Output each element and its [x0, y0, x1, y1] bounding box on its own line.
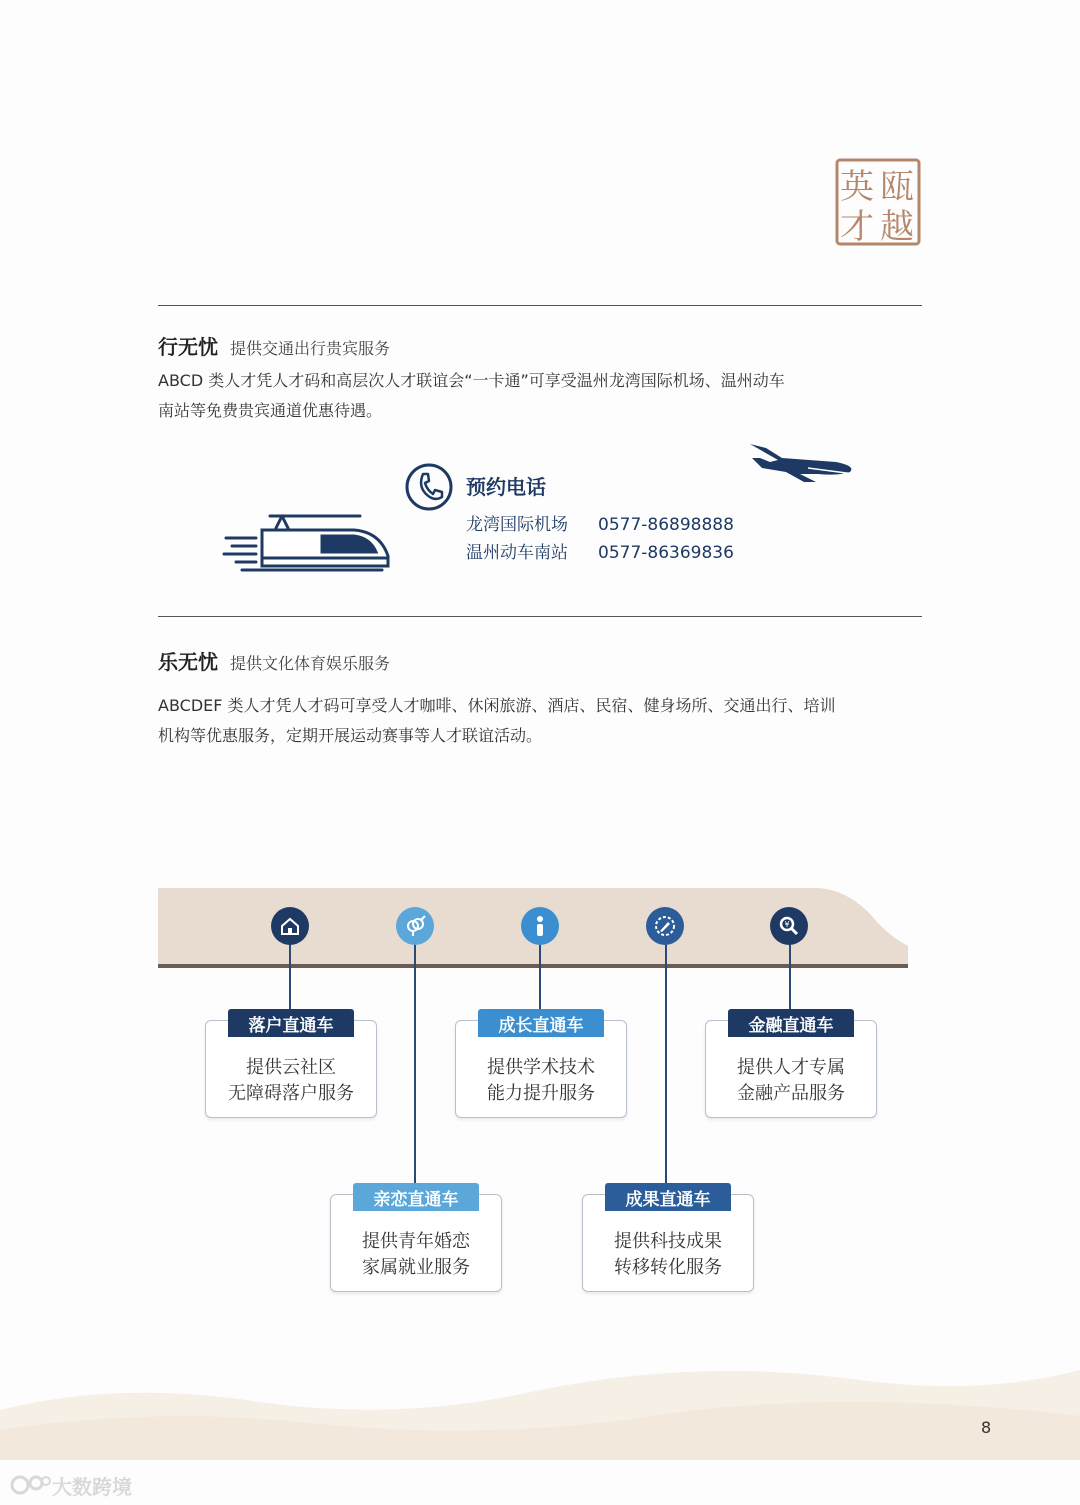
card-description: 提供人才专属 金融产品服务 — [737, 1057, 845, 1104]
decorative-hills — [0, 1350, 1080, 1460]
card-settlement[interactable] — [205, 1015, 377, 1118]
phone-name: 温州动车南站 — [466, 543, 568, 563]
phone-name: 龙湾国际机场 — [466, 515, 568, 535]
phone-title: 预约电话 — [466, 475, 546, 499]
phone-row-airport — [466, 510, 734, 535]
person-icon — [521, 907, 559, 945]
phone-row-station — [466, 538, 734, 563]
section-leisure-header — [158, 646, 390, 675]
pen-icon — [646, 907, 684, 945]
card-growth[interactable] — [455, 1015, 627, 1118]
card-description: 提供学术技术 能力提升服务 — [487, 1057, 595, 1104]
train-icon — [222, 510, 392, 578]
card-achievement[interactable] — [582, 1189, 754, 1292]
airplane-icon — [748, 440, 858, 484]
section-leisure-text: ABCDEF 类人才凭人才码可享受人才咖啡、休闲旅游、酒店、民宿、健身场所、交通出行、培训 机构等优惠服务，定期开展运动赛事等人才联谊活动。 — [158, 696, 836, 745]
watermark-logo-icon — [10, 1473, 52, 1497]
divider-top — [158, 305, 922, 306]
svg-text:才: 才 — [840, 207, 874, 246]
phone-number[interactable]: 0577-86369836 — [598, 543, 734, 563]
card-description: 提供云社区 无障碍落户服务 — [228, 1057, 354, 1104]
svg-text:瓯: 瓯 — [880, 167, 914, 207]
svg-text:¥: ¥ — [784, 920, 790, 929]
card-description: 提供科技成果 转移转化服务 — [614, 1231, 722, 1278]
svg-text:英: 英 — [840, 167, 874, 207]
section-travel-subtitle: 提供交通出行贵宾服务 — [230, 339, 391, 358]
section-leisure-title: 乐无忧 — [158, 650, 218, 674]
home-icon — [271, 907, 309, 945]
seal-stamp — [835, 158, 921, 246]
card-description: 提供青年婚恋 家属就业服务 — [362, 1231, 470, 1278]
gender-icon — [396, 907, 434, 945]
page-number: 8 — [981, 1418, 992, 1437]
section-leisure-subtitle: 提供文化体育娱乐服务 — [230, 654, 391, 673]
section-travel-title: 行无忧 — [158, 335, 218, 359]
finance-search-icon — [770, 907, 808, 945]
card-tag: 金融直通车 — [728, 1009, 854, 1037]
connector-line — [414, 926, 416, 1190]
phone-number[interactable]: 0577-86898888 — [598, 515, 734, 535]
divider-middle — [158, 616, 922, 617]
card-tag: 成长直通车 — [478, 1009, 604, 1037]
section-travel-header — [158, 331, 390, 360]
phone-icon — [404, 462, 454, 512]
card-tag: 亲恋直通车 — [353, 1183, 479, 1211]
card-finance[interactable] — [705, 1015, 877, 1118]
card-family[interactable] — [330, 1189, 502, 1292]
connector-line — [665, 926, 667, 1190]
section-travel-text: ABCD 类人才凭人才码和高层次人才联谊会“一卡通”可享受温州龙湾国际机场、温州动车 南站等免费贵宾通道优惠待遇。 — [158, 371, 785, 420]
card-tag: 落户直通车 — [228, 1009, 354, 1037]
watermark: 大数跨境 — [10, 1470, 150, 1500]
card-tag: 成果直通车 — [605, 1183, 731, 1211]
svg-text:越: 越 — [880, 207, 914, 246]
